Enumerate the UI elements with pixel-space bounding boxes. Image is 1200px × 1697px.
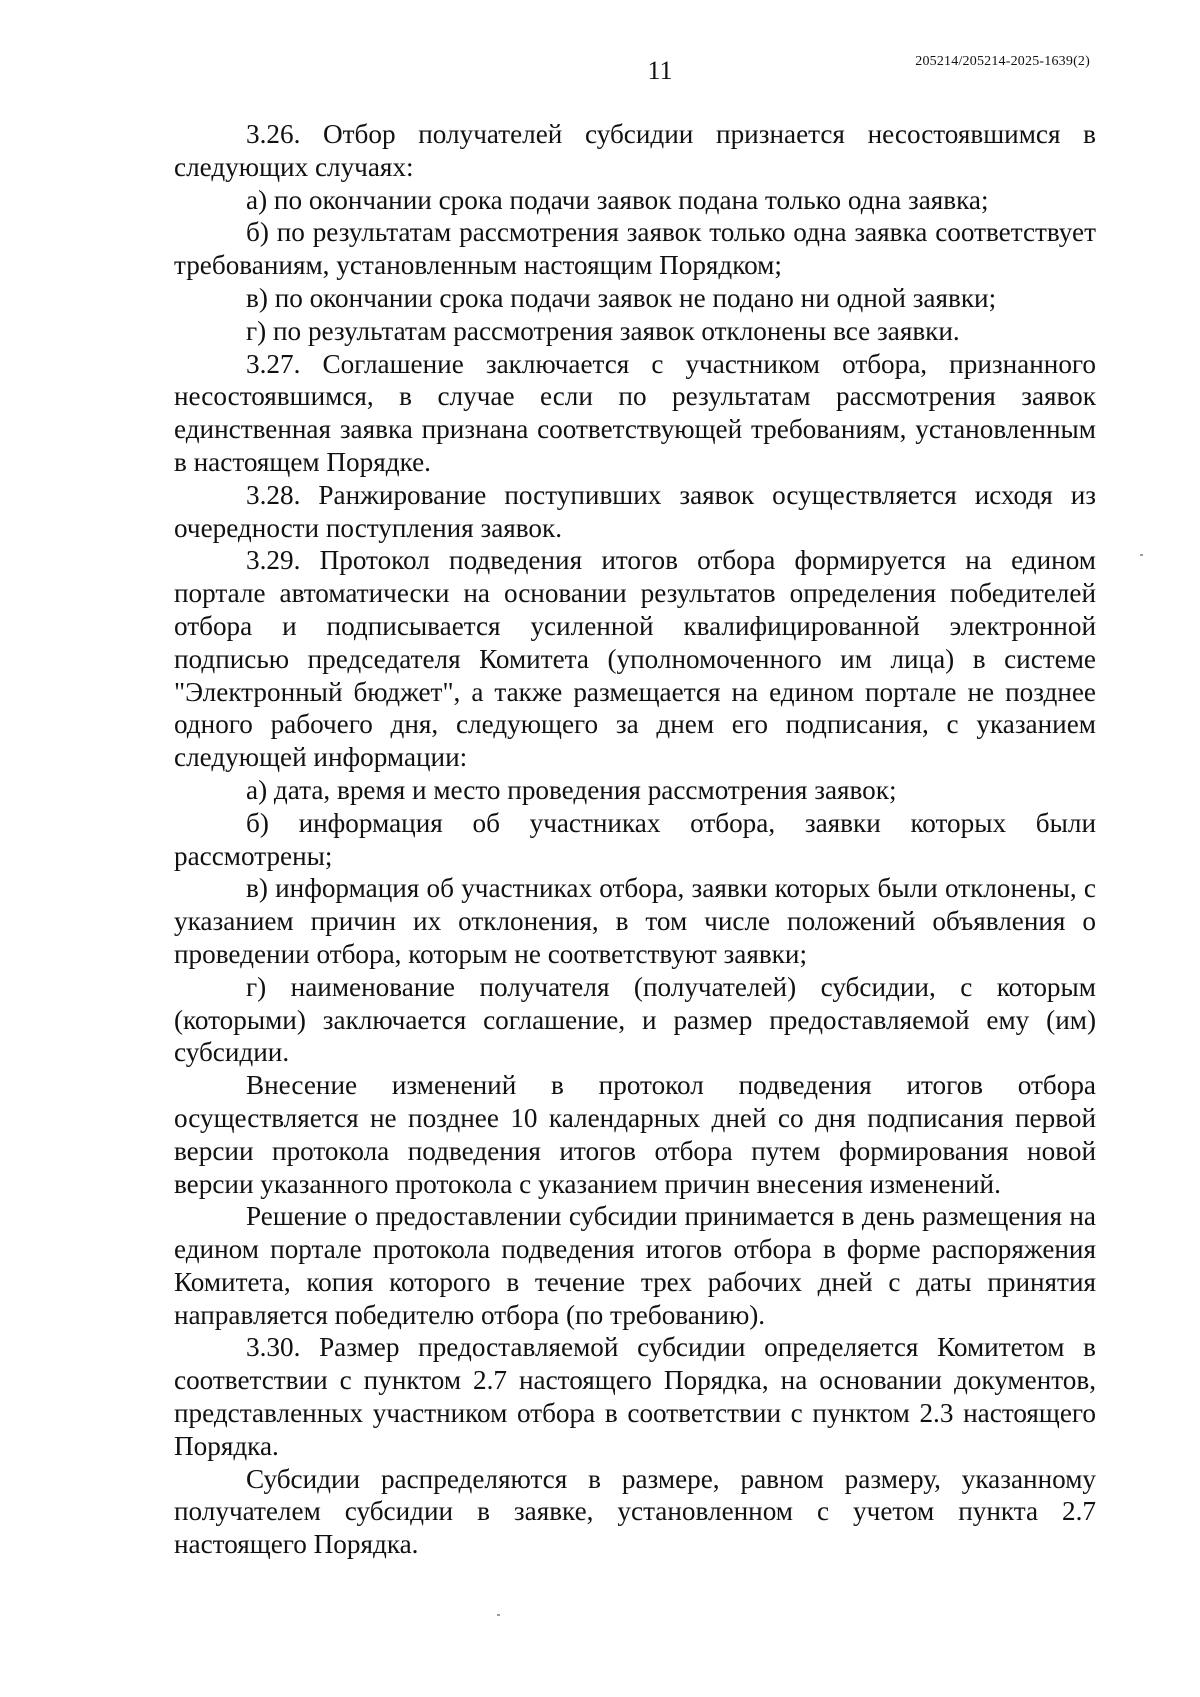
protocol-item-g: г) наименование получателя (получателей) субсидии, с которым (которыми) заключается соглашение, и размер предоставляемой ему (им) субсидии. [174, 971, 1096, 1068]
protocol-item-v: в) информация об участниках отбора, заявки которых были отклонены, с указанием причин их отклонения, в том числе положений объявления о проведении отбора, которым не соответствуют заявки; [174, 873, 1096, 969]
list-item-b: б) по результатам рассмотрения заявок только одна заявка соответствует требованиям, установленным настоящим Порядком; [174, 217, 1096, 281]
paragraph-3-29: 3.29. Протокол подведения итогов отбора формируется на едином портале автоматически на основании результатов определения победителей отбора и подписывается усиленной квалифицированной электронной подписью председателя Комитета (уполномоченного им лица) в системе "Электронный бюджет", а также размещается на едином портале не позднее одного рабочего дня, следующего за днем его подписания, с указанием следующей информации: [174, 545, 1096, 773]
protocol-item-a: а) дата, время и место проведения рассмотрения заявок; [246, 774, 897, 805]
paragraph-3-27: 3.27. Соглашение заключается с участником отбора, признанного несостоявшимся, в случае если по результатам рассмотрения заявок единственная заявка признана соответствующей требованиям, установленным в настоящем Порядке. [174, 348, 1096, 477]
scan-artifact [1140, 554, 1143, 556]
paragraph-subsidy-decision: Решение о предоставлении субсидии принимается в день размещения на едином портале протокола подведения итогов отбора в форме распоряжения Комитета, копия которого в течение трех рабочих дней с даты принятия направляется победителю отбора (по требованию). [174, 1201, 1096, 1330]
document-body [174, 118, 1096, 1561]
scan-artifact [497, 1614, 500, 1616]
list-item-a: а) по окончании срока подачи заявок подана только одна заявка; [246, 184, 989, 215]
paragraph-3-28: 3.28. Ранжирование поступивших заявок осуществляется исходя из очередности поступления заявок. [174, 479, 1096, 543]
paragraph-3-26: 3.26. Отбор получателей субсидии признается несостоявшимся в следующих случаях: [174, 119, 1096, 182]
paragraph-subsidy-distribution: Субсидии распределяются в размере, равном размеру, указанному получателем субсидии в заявке, установленном с учетом пункта 2.7 настоящего Порядка. [174, 1463, 1096, 1560]
page-number: 11 [647, 56, 673, 85]
document-id: 205214/205214-2025-1639(2) [915, 54, 1090, 69]
protocol-item-b: б) информация об участниках отбора, заявки которых были рассмотрены; [174, 807, 1096, 871]
list-item-v: в) по окончании срока подачи заявок не подано ни одной заявки; [246, 282, 997, 313]
paragraph-3-30: 3.30. Размер предоставляемой субсидии определяется Комитетом в соответствии с пунктом 2.7 настоящего Порядка, на основании документов, представленных участником отбора в соответствии с пунктом 2.3 настоящего Порядка. [174, 1332, 1096, 1461]
paragraph-protocol-changes: Внесение изменений в протокол подведения итогов отбора осуществляется не позднее 10 календарных дней со дня подписания первой версии протокола подведения итогов отбора путем формирования новой версии указанного протокола с указанием причин внесения изменений. [174, 1070, 1096, 1199]
list-item-g: г) по результатам рассмотрения заявок отклонены все заявки. [246, 315, 960, 346]
